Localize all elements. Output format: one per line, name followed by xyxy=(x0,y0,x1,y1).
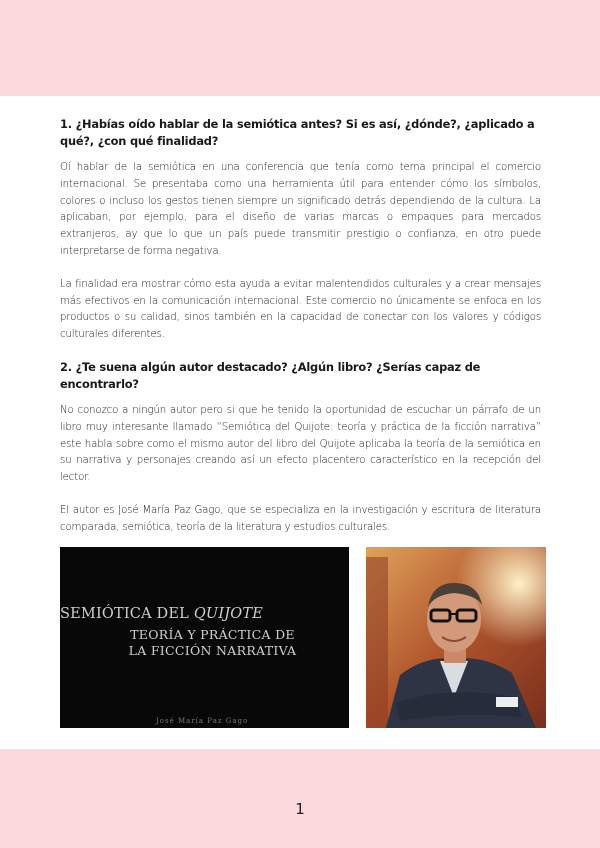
book-cover-image xyxy=(60,547,349,728)
book-cover-subtitle-1: TEORÍA Y PRÁCTICA DE xyxy=(130,627,295,642)
question-2-heading: 2. ¿Te suena algún autor destacado? ¿Algún libro? ¿Serías capaz de encontrarlo? xyxy=(60,359,481,391)
image-row xyxy=(60,547,546,728)
question-1-heading: 1. ¿Habías oído hablar de la semiótica antes? Si es así, ¿dónde?, ¿aplicado a qué?, ¿con qué finalidad? xyxy=(60,117,535,148)
answer-1-paragraph-1: Oí hablar de la semiótica en una conferencia que tenía como tema principal el comercio internacional. Se presentaba como una herramienta útil para entender cómo los símbolos, colores o incluso los gestos tienen siempre un significado detrás dependiendo de la cultura. La aplicaban, por ejemplo, para el diseño de varias marcas o empaques para mercados extranjeros, ay que lo que un país puede transmitir prestigio o confianza, en otro puede interpretarse de forma negativa. xyxy=(60,162,541,257)
answer-2-paragraph-2: El autor es José María Paz Gago, que se especializa en la investigación y escritura de literatura comparada, semiótica, teoría de la literatura y estudios culturales. xyxy=(60,504,541,533)
book-cover-subtitle-2: LA FICCIÓN NARRATIVA xyxy=(128,643,297,658)
page-number: 1 xyxy=(295,800,305,818)
header-band xyxy=(0,0,600,96)
answer-1-paragraph-2: La finalidad era mostrar cómo esta ayuda a evitar malentendidos culturales y a crear mensajes más efectivos en la comunicación internacional. Este comercio no únicamente se enfoca en los productos o su calidad, sinos también en la capacidad de conectar con los valores y códigos culturales diferentes. xyxy=(60,278,541,341)
author-photo xyxy=(366,547,546,728)
book-cover-title: SEMIÓTICA DEL QUIJOTE xyxy=(60,606,264,622)
document-body xyxy=(60,116,541,537)
footer-band xyxy=(0,749,600,848)
book-cover-author: José María Paz Gago xyxy=(156,717,249,725)
answer-2-paragraph-1: No conozco a ningún autor pero si que he tenido la oportunidad de escuchar un párrafo de un libro muy interesante llamado “Semiótica del Quijote: teoría y práctica de la ficción narrativa” este habla sobre como el mismo autor del libro del Quijote aplicaba la teoría de la semiótica en su narrativa y personajes creando así un efecto placentero característico en la recepción del lector. xyxy=(60,404,541,484)
